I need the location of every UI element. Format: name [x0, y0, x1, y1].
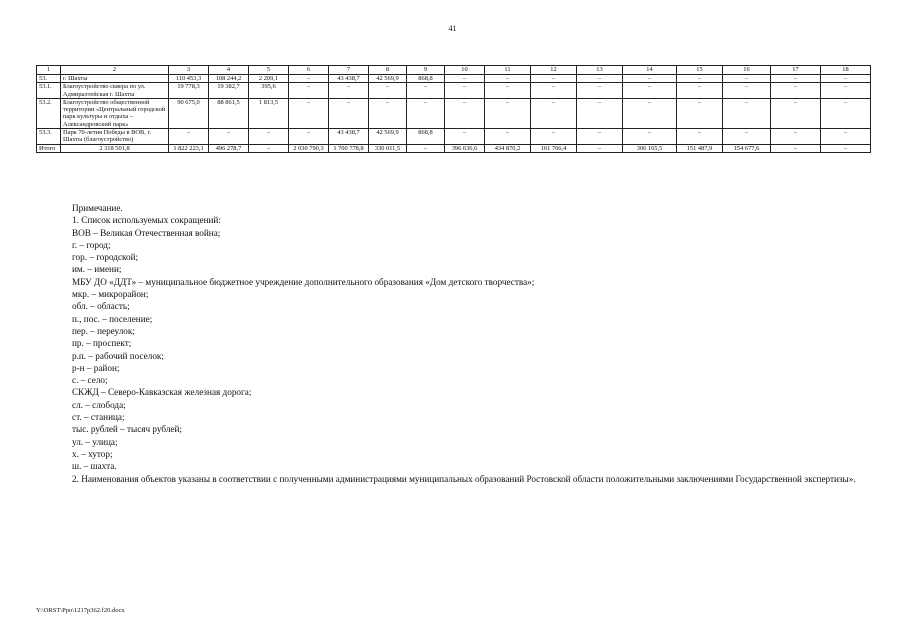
abbreviation-item: им. – имени; — [72, 264, 122, 275]
table-cell: – — [289, 129, 329, 145]
table-cell: 19 382,7 — [209, 83, 249, 99]
abbreviation-item: р-н – район; — [72, 362, 120, 373]
table-cell: 396 636,6 — [445, 144, 485, 152]
table-cell: 53.2. — [37, 98, 61, 128]
table-cell: – — [821, 75, 871, 83]
abbreviation-item: п., пос. – поселение; — [72, 313, 153, 324]
table-cell: 154 677,6 — [723, 144, 771, 152]
table-cell: 42 569,9 — [369, 75, 407, 83]
abbreviation-item: ул. – улица; — [72, 436, 118, 447]
column-number-cell: 3 — [169, 66, 209, 75]
table-cell: – — [531, 129, 577, 145]
table-cell: – — [531, 83, 577, 99]
table-cell: 395,6 — [249, 83, 289, 99]
table-cell: – — [169, 129, 209, 145]
abbreviations-heading: 1. Список используемых сокращений: — [72, 215, 221, 226]
abbreviation-item: с. – село; — [72, 375, 108, 386]
table-cell: – — [485, 98, 531, 128]
column-number-cell: 17 — [771, 66, 821, 75]
table-cell: – — [407, 83, 445, 99]
abbreviation-item: сл. – слобода; — [72, 399, 126, 410]
table-cell: – — [209, 129, 249, 145]
abbreviation-item: тыс. рублей – тысяч рублей; — [72, 424, 182, 435]
table-cell: – — [821, 144, 871, 152]
table-cell: Благоустройство общественной территории «Центральный городской парк культуры и отдыха – Александровский парк» — [61, 98, 169, 128]
table-row — [37, 83, 871, 99]
table-cell: – — [723, 129, 771, 145]
abbreviation-item: СКЖД – Северо-Кавказская железная дорога; — [72, 387, 252, 398]
table-cell: Благоустройство сквера по ул. Адмиралтейская г. Шахты — [61, 83, 169, 99]
column-number-cell: 5 — [249, 66, 289, 75]
table-cell: 1 822 223,1 — [169, 144, 209, 152]
table-cell: – — [677, 75, 723, 83]
table-cell: – — [369, 98, 407, 128]
table-cell: – — [677, 83, 723, 99]
table-cell: 19 778,3 — [169, 83, 209, 99]
abbreviation-item: г. – город; — [72, 239, 111, 250]
abbreviation-item: р.п. – рабочий поселок; — [72, 350, 164, 361]
table-cell: 110 453,3 — [169, 75, 209, 83]
table-cell: – — [445, 129, 485, 145]
abbreviation-item: пр. – проспект; — [72, 338, 132, 349]
column-number-cell: 1 — [37, 66, 61, 75]
table-cell: – — [771, 75, 821, 83]
column-number-cell: 4 — [209, 66, 249, 75]
table-cell: – — [531, 75, 577, 83]
table-header-row — [37, 66, 871, 75]
table-cell: – — [623, 75, 677, 83]
table-cell: – — [289, 75, 329, 83]
column-number-cell: 16 — [723, 66, 771, 75]
column-number-cell: 6 — [289, 66, 329, 75]
table-cell: – — [289, 83, 329, 99]
table-cell: 1 813,5 — [249, 98, 289, 128]
table-cell: – — [771, 98, 821, 128]
table-cell: – — [577, 75, 623, 83]
abbreviation-item: пер. – переулок; — [72, 325, 135, 336]
column-number-cell: 11 — [485, 66, 531, 75]
table-cell: г. Шахты — [61, 75, 169, 83]
abbreviation-item: МБУ ДО «ДДТ» – муниципальное бюджетное учреждение дополнительного образования «Дом детского творчества»; — [72, 276, 535, 287]
table-cell: 2 209,1 — [249, 75, 289, 83]
table-row — [37, 129, 871, 145]
table-cell: Итого — [37, 144, 61, 152]
abbreviation-item: ш. – шахта. — [72, 461, 117, 472]
page-number: 41 — [448, 24, 457, 33]
column-number-cell: 14 — [623, 66, 677, 75]
table-cell: – — [369, 83, 407, 99]
table-cell: 2 030 790,3 — [289, 144, 329, 152]
table-cell: – — [577, 83, 623, 99]
table-cell: – — [623, 129, 677, 145]
table-cell: – — [577, 129, 623, 145]
table-cell: 2 318 501,8 — [61, 144, 169, 152]
table-cell: – — [407, 144, 445, 152]
table-cell: – — [723, 83, 771, 99]
table-cell: 43 438,7 — [329, 75, 369, 83]
column-number-cell: 18 — [821, 66, 871, 75]
column-number-cell: 7 — [329, 66, 369, 75]
table-cell: – — [485, 75, 531, 83]
table-cell: 53. — [37, 75, 61, 83]
table-cell: 88 861,5 — [209, 98, 249, 128]
budget-table — [36, 65, 871, 153]
table-cell: 1 700 778,8 — [329, 144, 369, 152]
table-cell: – — [723, 98, 771, 128]
table-cell: – — [249, 144, 289, 152]
table-cell: – — [677, 129, 723, 145]
abbreviation-item: х. – хутор; — [72, 448, 113, 459]
table-cell: 108 244,2 — [209, 75, 249, 83]
table-cell: – — [771, 129, 821, 145]
table-cell: – — [329, 98, 369, 128]
table-cell: 151 487,9 — [677, 144, 723, 152]
abbreviation-list — [72, 227, 862, 473]
table-cell: – — [445, 75, 485, 83]
table-cell: – — [771, 144, 821, 152]
column-number-cell: 2 — [61, 66, 169, 75]
table-row — [37, 98, 871, 128]
table-cell: – — [677, 98, 723, 128]
table-cell: – — [249, 129, 289, 145]
table-cell: – — [407, 98, 445, 128]
table-cell: – — [485, 129, 531, 145]
table-cell: 43 438,7 — [329, 129, 369, 145]
table-cell: 868,8 — [407, 75, 445, 83]
table-cell: – — [289, 98, 329, 128]
table-cell: – — [821, 98, 871, 128]
table-cell: 42 569,9 — [369, 129, 407, 145]
table-cell: – — [485, 83, 531, 99]
table-cell: – — [329, 83, 369, 99]
table-cell: 496 278,7 — [209, 144, 249, 152]
column-number-cell: 13 — [577, 66, 623, 75]
table-cell: 434 870,2 — [485, 144, 531, 152]
table-cell: 53.3. — [37, 129, 61, 145]
column-number-cell: 15 — [677, 66, 723, 75]
table-cell: – — [577, 144, 623, 152]
table-cell: – — [771, 83, 821, 99]
table-cell: – — [623, 98, 677, 128]
table-row — [37, 144, 871, 152]
table-cell: – — [821, 129, 871, 145]
abbreviation-item: мкр. – микрорайон; — [72, 289, 149, 300]
table-cell: 53.1. — [37, 83, 61, 99]
table-cell: 330 011,5 — [369, 144, 407, 152]
table-cell: 306 165,5 — [623, 144, 677, 152]
table-cell: 868,8 — [407, 129, 445, 145]
table-cell: – — [723, 75, 771, 83]
table-cell: 90 675,0 — [169, 98, 209, 128]
abbreviation-item: гор. – городской; — [72, 252, 139, 263]
table-cell: 161 766,4 — [531, 144, 577, 152]
table-cell: – — [445, 98, 485, 128]
abbreviation-item: ст. – станица; — [72, 412, 125, 423]
table-cell: – — [445, 83, 485, 99]
notes-section — [72, 202, 862, 485]
column-number-cell: 8 — [369, 66, 407, 75]
column-number-cell: 9 — [407, 66, 445, 75]
abbreviation-item: обл. – область; — [72, 301, 130, 312]
column-number-cell: 10 — [445, 66, 485, 75]
table-cell: – — [623, 83, 677, 99]
table-row — [37, 75, 871, 83]
column-number-cell: 12 — [531, 66, 577, 75]
table-cell: – — [821, 83, 871, 99]
table-cell: – — [577, 98, 623, 128]
table-cell: Парк 70-летия Победы в ВОВ, г. Шахты (благоустройство) — [61, 129, 169, 145]
note-point-2: 2. Наименования объектов указаны в соответствии с полученными администрациями муниципальных образований Ростовской области положительными заключениями Государственной экспертизы». — [72, 473, 856, 484]
table-cell: – — [531, 98, 577, 128]
notes-title: Примечание. — [72, 203, 123, 213]
table-body — [37, 66, 871, 153]
file-path-footer: Y:\ORST\Ppo\1217p362.f20.docx — [36, 607, 125, 614]
abbreviation-item: ВОВ – Великая Отечественная война; — [72, 227, 221, 238]
